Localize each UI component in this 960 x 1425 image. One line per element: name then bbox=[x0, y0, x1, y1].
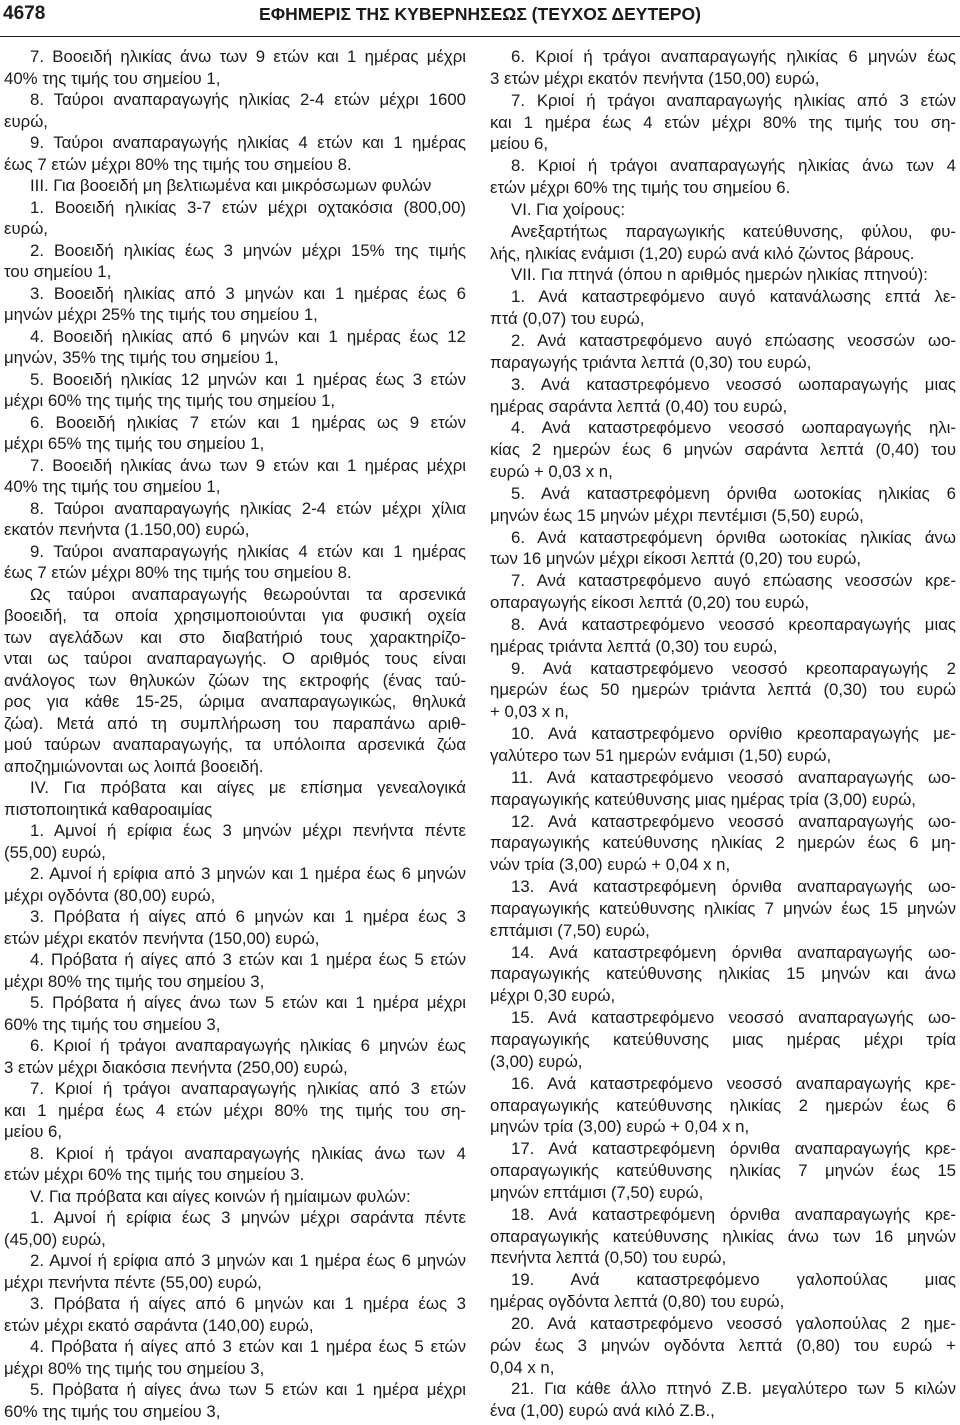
text-line: ημέρας ογδόντα λεπτά (0,80) του ευρώ, bbox=[490, 1292, 785, 1312]
text-line: 8. Κριοί ή τράγοι αναπαραγωγής ηλικίας άνω των 4 bbox=[511, 156, 956, 176]
paragraph bbox=[4, 1143, 466, 1186]
text-line: 5. Πρόβατα ή αίγες άνω των 5 ετών και 1 ημέρα μέχρι bbox=[30, 993, 466, 1012]
text-line: 7. Κριοί ή τράγοι αναπαραγωγής ηλικίας από 3 ετών bbox=[511, 90, 956, 110]
paragraph bbox=[4, 197, 466, 240]
paragraph bbox=[490, 876, 956, 942]
text-line: 18. Ανά καταστρεφόμενη όρνιθα αναπαραγωγής κρε- bbox=[511, 1204, 956, 1224]
text-line: 5. Ανά καταστρεφόμενη όρνιθα ωοτοκίας ηλικίας 6 bbox=[511, 483, 956, 503]
text-line: μέχρι πενήντα πέντε (55,00) ευρώ, bbox=[4, 1272, 262, 1292]
text-line: ευρώ, bbox=[4, 111, 48, 131]
text-line: 9. Ταύροι αναπαραγωγής ηλικίας 4 ετών και 1 ημέρας bbox=[30, 133, 466, 152]
text-line: 8. Ταύροι αναπαραγωγής ηλικίας 2-4 ετών μέχρι 1600 bbox=[30, 90, 466, 109]
text-line: επτάμισι (7,50) ευρώ, bbox=[490, 920, 650, 940]
paragraph bbox=[4, 1336, 466, 1379]
text-line: ανάλογος των θηλυκών ζώων της εκτροφής (ένας ταύ- bbox=[4, 670, 466, 690]
paragraph bbox=[490, 570, 956, 614]
text-line: παραγωγικής κατεύθυνσης ηλικίας 7 μηνών έως 15 μηνών bbox=[490, 898, 956, 918]
text-line: των 16 μηνών μέχρι είκοσι λεπτά (0,20) του ευρώ, bbox=[490, 549, 862, 569]
text-line: 1. Αμνοί ή ερίφια έως 3 μηνών μέχρι πενήντα πέντε bbox=[30, 821, 466, 840]
text-line: 40% της τιμής του σημείου 1, bbox=[4, 68, 221, 88]
paragraph bbox=[490, 286, 956, 330]
paragraph bbox=[4, 863, 466, 906]
text-line: ευρώ, bbox=[4, 219, 48, 238]
text-line: 1. Αμνοί ή ερίφια έως 3 μηνών μέχρι σαράντα πέντε bbox=[30, 1208, 466, 1227]
paragraph bbox=[490, 1007, 956, 1073]
text-line: κίας 2 ημερών έως 6 μηνών σαράντα λεπτά (0,40) του bbox=[490, 440, 956, 460]
paragraph bbox=[4, 1035, 466, 1078]
text-line: 60% της τιμής του σημείου 3, bbox=[4, 1014, 221, 1034]
text-line: 6. Ανά καταστρεφόμενη όρνιθα ωοτοκίας ηλικίας άνω bbox=[511, 527, 956, 547]
text-line: γαλύτερο των 51 ημερών ενάμισι (1,50) ευρώ, bbox=[490, 746, 832, 765]
text-line: νται ως ταύροι αναπαραγωγής. Ο αριθμός τους είναι bbox=[4, 649, 466, 668]
text-line: ρών έως 3 μηνών ογδόντα λεπτά (0,80) του ευρώ + bbox=[490, 1335, 956, 1355]
paragraph bbox=[490, 330, 956, 374]
text-line: πενήντα λεπτά (0,50) του ευρώ, bbox=[490, 1248, 727, 1268]
text-line: και 1 ημέρα έως 4 ετών μέχρι 80% της τιμής του ση- bbox=[490, 112, 956, 132]
text-line: νών τρία (3,00) ευρώ + 0,04 x n, bbox=[490, 855, 731, 875]
right-column bbox=[490, 46, 956, 1422]
text-line: 7. Ανά καταστρεφόμενο αυγό επώασης νεοσσών κρε- bbox=[511, 571, 956, 591]
text-line: 4. Ανά καταστρεφόμενο νεοσσό ωοπαραγωγής ηλι- bbox=[511, 418, 956, 438]
text-line: (3,00) ευρώ, bbox=[490, 1051, 583, 1071]
page-header bbox=[0, 0, 960, 37]
text-line: 60% της τιμής του σημείου 3, bbox=[4, 1401, 221, 1421]
paragraph bbox=[490, 417, 956, 483]
text-line: οπαραγωγικής κατεύθυνσης ηλικίας 7 μηνών έως 15 bbox=[490, 1161, 956, 1181]
text-line: οπαραγωγής είκοσι λεπτά (0,20) του ευρώ, bbox=[490, 593, 810, 613]
text-line: ημερών έως 50 ημερών τριάντα λεπτά (0,30) του ευρώ bbox=[490, 680, 956, 700]
paragraph bbox=[490, 942, 956, 1008]
text-line: 3. Ανά καταστρεφόμενο νεοσσό ωοπαραγωγής μιας bbox=[511, 374, 956, 394]
text-line: 16. Ανά καταστρεφόμενο νεοσσό αναπαραγωγής κρε- bbox=[511, 1073, 956, 1093]
paragraph bbox=[490, 1138, 956, 1204]
text-line: Ως ταύροι αναπαραγωγής θεωρούνται τα αρσενικά bbox=[30, 584, 466, 604]
paragraph bbox=[490, 155, 956, 199]
text-line: μείου 6, bbox=[4, 1122, 63, 1141]
text-line: (55,00) ευρώ, bbox=[4, 842, 106, 862]
text-line: 17. Ανά καταστρεφόμενη όρνιθα αναπαραγωγής κρε- bbox=[511, 1139, 956, 1159]
text-line: 7. Βοοειδή ηλικίας άνω των 9 ετών και 1 ημέρας μέχρι bbox=[30, 47, 466, 66]
text-line: VI. Για χοίρους: bbox=[511, 199, 626, 219]
text-line: παραγωγικής κατεύθυνσης μιας ημέρας μέχρι τρία bbox=[490, 1029, 956, 1049]
text-line: (45,00) ευρώ, bbox=[4, 1229, 106, 1249]
left-column bbox=[4, 46, 466, 1422]
text-line: 3. Πρόβατα ή αίγες από 6 μηνών και 1 ημέρα έως 3 bbox=[30, 1294, 466, 1313]
paragraph bbox=[490, 614, 956, 658]
paragraph bbox=[4, 541, 466, 584]
text-line: ετών μέχρι 60% της τιμής του σημείου 6. bbox=[490, 178, 791, 198]
text-line: οπαραγωγικής κατεύθυνσης ηλικίας άνω των 16 μηνών bbox=[490, 1226, 956, 1246]
paragraph bbox=[490, 1073, 956, 1139]
text-line: 19. Ανά καταστρεφόμενο γαλοπούλας μιας bbox=[511, 1270, 956, 1290]
paragraph bbox=[490, 483, 956, 527]
text-line: 2. Ανά καταστρεφόμενο αυγό επώασης νεοσσών ωο- bbox=[511, 330, 956, 350]
text-line: V. Για πρόβατα και αίγες κοινών ή ημίαιμων φυλών: bbox=[30, 1186, 411, 1206]
text-line: έως 7 ετών μέχρι 80% της τιμής του σημείου 8. bbox=[4, 154, 352, 174]
text-line: 9. Ανά καταστρεφόμενο νεοσσό κρεοπαραγωγής 2 bbox=[511, 658, 956, 678]
text-line: 20. Ανά καταστρεφόμενο νεοσσό γαλοπούλας 2 ημε- bbox=[511, 1313, 956, 1333]
paragraph bbox=[490, 723, 956, 767]
paragraph bbox=[4, 326, 466, 369]
publication-title: ΕΦΗΜΕΡΙΣ ΤΗΣ ΚΥΒΕΡΝΗΣΕΩΣ (ΤΕΥΧΟΣ ΔΕΥΤΕΡΟ) bbox=[259, 4, 701, 24]
text-line: και 1 ημέρα έως 4 ετών μέχρι 80% της τιμής του ση- bbox=[4, 1100, 466, 1120]
text-line: 8. Ταύροι αναπαραγωγής ηλικίας 2-4 ετών μέχρι χίλια bbox=[30, 498, 466, 518]
paragraph bbox=[4, 1379, 466, 1422]
text-line: 2. Βοοειδή ηλικίας έως 3 μηνών μέχρι 15% της τιμής bbox=[30, 240, 466, 260]
text-line: ένα (1,00) ευρώ ανά κιλό Ζ.Β., bbox=[490, 1401, 715, 1421]
text-line: ημέρας τριάντα λεπτά (0,30) του ευρώ, bbox=[490, 636, 778, 656]
text-line: 40% της τιμής του σημείου 1, bbox=[4, 477, 221, 496]
text-line: μέχρι 65% της τιμής του σημείου 1, bbox=[4, 434, 265, 453]
paragraph bbox=[490, 811, 956, 877]
text-line: Ανεξαρτήτως παραγωγικής κατεύθυνσης, φύλου, φυ- bbox=[511, 221, 956, 241]
text-line: μέχρι 80% της τιμής του σημείου 3, bbox=[4, 971, 265, 991]
text-line: 8. Κριοί ή τράγοι αναπαραγωγής ηλικίας άνω των 4 bbox=[30, 1143, 466, 1163]
text-line: 3 ετών μέχρι διακόσια πενήντα (250,00) ευρώ, bbox=[4, 1057, 348, 1077]
paragraph bbox=[490, 221, 956, 265]
text-line: μηνών επτάμισι (7,50) ευρώ, bbox=[490, 1182, 704, 1202]
text-line: εκατόν πενήντα (1.150,00) ευρώ, bbox=[4, 520, 250, 539]
paragraph bbox=[490, 46, 956, 90]
text-line: ημέρας σαράντα λεπτά (0,40) του ευρώ, bbox=[490, 396, 788, 416]
paragraph bbox=[4, 777, 466, 820]
text-line: μέχρι 0,30 ευρώ, bbox=[490, 986, 616, 1006]
text-line: 5. Πρόβατα ή αίγες άνω των 5 ετών και 1 ημέρα μέχρι bbox=[30, 1380, 466, 1399]
paragraph bbox=[490, 1204, 956, 1270]
text-line: ετών μέχρι εκατό σαράντα (140,00) ευρώ, bbox=[4, 1315, 314, 1335]
paragraph bbox=[4, 175, 466, 197]
text-line: μέχρι 60% της τιμής της τιμής του σημείου 1, bbox=[4, 391, 336, 410]
text-line: μέχρι ογδόντα (80,00) ευρώ, bbox=[4, 885, 216, 905]
text-line: 3. Πρόβατα ή αίγες από 6 μηνών και 1 ημέρα έως 3 bbox=[30, 907, 466, 926]
text-line: αποζημιώνονται ως λοιπά βοοειδή. bbox=[4, 756, 264, 776]
paragraph bbox=[4, 992, 466, 1035]
text-line: παραγωγικής κατεύθυνσης ηλικίας 15 μηνών και άνω bbox=[490, 964, 956, 984]
paragraph bbox=[4, 1207, 466, 1250]
text-line: 1. Βοοειδή ηλικίας 3-7 ετών μέχρι οχτακόσια (800,00) bbox=[30, 197, 466, 217]
paragraph bbox=[490, 658, 956, 724]
text-line: μηνών τρία (3,00) ευρώ + 0,04 x n, bbox=[490, 1117, 750, 1137]
text-line: 9. Ταύροι αναπαραγωγής ηλικίας 4 ετών και 1 ημέρας bbox=[30, 541, 466, 561]
text-line: του σημείου 1, bbox=[4, 262, 112, 281]
text-line: 4. Πρόβατα ή αίγες από 3 ετών και 1 ημέρα έως 5 ετών bbox=[30, 950, 466, 969]
text-line: 6. Κριοί ή τράγοι αναπαραγωγής ηλικίας 6 μηνών έως bbox=[511, 47, 956, 66]
text-line: 7. Βοοειδή ηλικίας άνω των 9 ετών και 1 ημέρας μέχρι bbox=[30, 455, 466, 475]
text-line: 21. Για κάθε άλλο πτηνό Ζ.Β. μεγαλύτερο των 5 κιλών bbox=[511, 1379, 956, 1399]
text-line: παραγωγικής κατεύθυνσης ηλικίας 2 ημερών έως 6 μη- bbox=[490, 833, 956, 853]
paragraph bbox=[4, 369, 466, 412]
text-line: 6. Κριοί ή τράγοι αναπαραγωγής ηλικίας 6 μηνών έως bbox=[30, 1036, 466, 1055]
paragraph bbox=[4, 1078, 466, 1143]
text-line: 5. Βοοειδή ηλικίας 12 μηνών και 1 ημέρας έως 3 ετών bbox=[30, 369, 466, 389]
text-line: 12. Ανά καταστρεφόμενο νεοσσό αναπαραγωγής ωο- bbox=[511, 811, 956, 831]
text-line: III. Για βοοειδή μη βελτιωμένα και μικρόσωμων φυλών bbox=[30, 176, 432, 195]
text-line: 11. Ανά καταστρεφόμενο νεοσσό αναπαραγωγής ωο- bbox=[511, 767, 956, 787]
paragraph bbox=[490, 264, 956, 286]
text-line: 6. Βοοειδή ηλικίας 7 ετών και 1 ημέρας ως 9 ετών bbox=[30, 412, 466, 432]
page-number: 4678 bbox=[3, 3, 46, 24]
text-line: μού ταύρων αναπαραγωγής, τα υπόλοιπα αρσενικά ζώα bbox=[4, 735, 466, 754]
text-line: έως 7 ετών μέχρι 80% της τιμής του σημείου 8. bbox=[4, 563, 352, 582]
text-line: οπαραγωγικής κατεύθυνσης ηλικίας 2 ημερών έως 6 bbox=[490, 1095, 956, 1115]
text-line: + 0,03 x n, bbox=[490, 702, 569, 722]
text-line: 3 ετών μέχρι εκατόν πενήντα (150,00) ευρώ, bbox=[490, 68, 820, 88]
paragraph bbox=[4, 46, 466, 89]
text-line: μέχρι 80% της τιμής του σημείου 3, bbox=[4, 1358, 265, 1378]
text-line: 1. Ανά καταστρεφόμενο αυγό κατανάλωσης επτά λε- bbox=[511, 287, 956, 307]
text-line: 3. Βοοειδή ηλικίας από 3 μηνών και 1 ημέρας έως 6 bbox=[30, 283, 466, 303]
text-line: μηνών έως 15 μηνών μέχρι πεντέμισι (5,50) ευρώ, bbox=[490, 505, 864, 525]
text-line: 2. Αμνοί ή ερίφια από 3 μηνών και 1 ημέρα έως 6 μηνών bbox=[30, 1251, 466, 1270]
text-line: VII. Για πτηνά (όπου n αριθμός ημερών ηλικίας πτηνού): bbox=[511, 265, 928, 285]
paragraph bbox=[4, 283, 466, 326]
text-line: 13. Ανά καταστρεφόμενη όρνιθα αναπαραγωγής ωο- bbox=[511, 877, 956, 897]
paragraph bbox=[4, 1250, 466, 1293]
paragraph bbox=[490, 90, 956, 156]
text-line: 7. Κριοί ή τράγοι αναπαραγωγής ηλικίας από 3 ετών bbox=[30, 1079, 466, 1098]
paragraph bbox=[4, 240, 466, 283]
paragraph bbox=[4, 820, 466, 863]
paragraph bbox=[4, 906, 466, 949]
text-line: ρος για κάθε 15-25, ώριμα αναπαραγωγικώς, θηλυκά bbox=[4, 692, 466, 711]
text-line: μείου 6, bbox=[490, 134, 549, 154]
text-line: ζώα). Μετά από τη συμπλήρωση του παραπάνω αριθ- bbox=[4, 713, 466, 733]
paragraph bbox=[4, 498, 466, 541]
text-line: των αγελάδων και στο διαβατήριό τους χαρακτηρίζο- bbox=[4, 627, 466, 647]
text-line: 14. Ανά καταστρεφόμενη όρνιθα αναπαραγωγής ωο- bbox=[511, 942, 956, 962]
text-line: 4. Βοοειδή ηλικίας από 6 μηνών και 1 ημέρας έως 12 bbox=[30, 326, 466, 346]
paragraph bbox=[4, 584, 466, 778]
text-line: ευρώ + 0,03 x n, bbox=[490, 462, 613, 482]
paragraph bbox=[490, 1313, 956, 1379]
text-line: 8. Ανά καταστρεφόμενο νεοσσό κρεοπαραγωγής μιας bbox=[511, 614, 956, 634]
text-line: λής, ηλικίας ενάμισι (1,20) ευρώ ανά κιλό ζώντος βάρους. bbox=[490, 243, 915, 263]
text-line: παραγωγής τριάντα λεπτά (0,30) του ευρώ, bbox=[490, 352, 812, 372]
paragraph bbox=[490, 1269, 956, 1313]
paragraph bbox=[4, 1186, 466, 1208]
text-line: μηνών μέχρι 25% της τιμής του σημείου 1, bbox=[4, 305, 318, 324]
text-line: βοοειδή, τα οποία χρησιμοποιούνται για φυσική οχεία bbox=[4, 606, 466, 625]
text-line: ετών μέχρι 60% της τιμής του σημείου 3. bbox=[4, 1165, 305, 1184]
text-line: 0,04 x n, bbox=[490, 1357, 555, 1377]
paragraph bbox=[490, 1378, 956, 1422]
text-line: μηνών, 35% της τιμής του σημείου 1, bbox=[4, 348, 279, 367]
paragraph bbox=[4, 132, 466, 175]
text-line: πτά (0,07) του ευρώ, bbox=[490, 309, 645, 329]
paragraph bbox=[4, 455, 466, 498]
paragraph bbox=[4, 412, 466, 455]
text-line: 2. Αμνοί ή ερίφια από 3 μηνών και 1 ημέρα έως 6 μηνών bbox=[30, 864, 466, 883]
text-line: 10. Ανά καταστρεφόμενο ορνίθιο κρεοπαραγωγής με- bbox=[511, 724, 956, 744]
paragraph bbox=[490, 199, 956, 221]
paragraph bbox=[490, 374, 956, 418]
text-line: IV. Για πρόβατα και αίγες με επίσημα γενεαλογικά bbox=[30, 778, 466, 797]
text-line: 15. Ανά καταστρεφόμενο νεοσσό αναπαραγωγής ωο- bbox=[511, 1008, 956, 1028]
paragraph bbox=[4, 1293, 466, 1336]
text-line: 4. Πρόβατα ή αίγες από 3 ετών και 1 ημέρα έως 5 ετών bbox=[30, 1337, 466, 1356]
paragraph bbox=[4, 89, 466, 132]
paragraph bbox=[490, 767, 956, 811]
text-line: πιστοποιητικά καθαροαιμίας bbox=[4, 799, 213, 819]
paragraph bbox=[490, 527, 956, 571]
text-line: παραγωγικής κατεύθυνσης μιας ημέρας τρία (3,00) ευρώ, bbox=[490, 789, 916, 809]
text-line: ετών μέχρι εκατόν πενήντα (150,00) ευρώ, bbox=[4, 928, 320, 948]
paragraph bbox=[4, 949, 466, 992]
